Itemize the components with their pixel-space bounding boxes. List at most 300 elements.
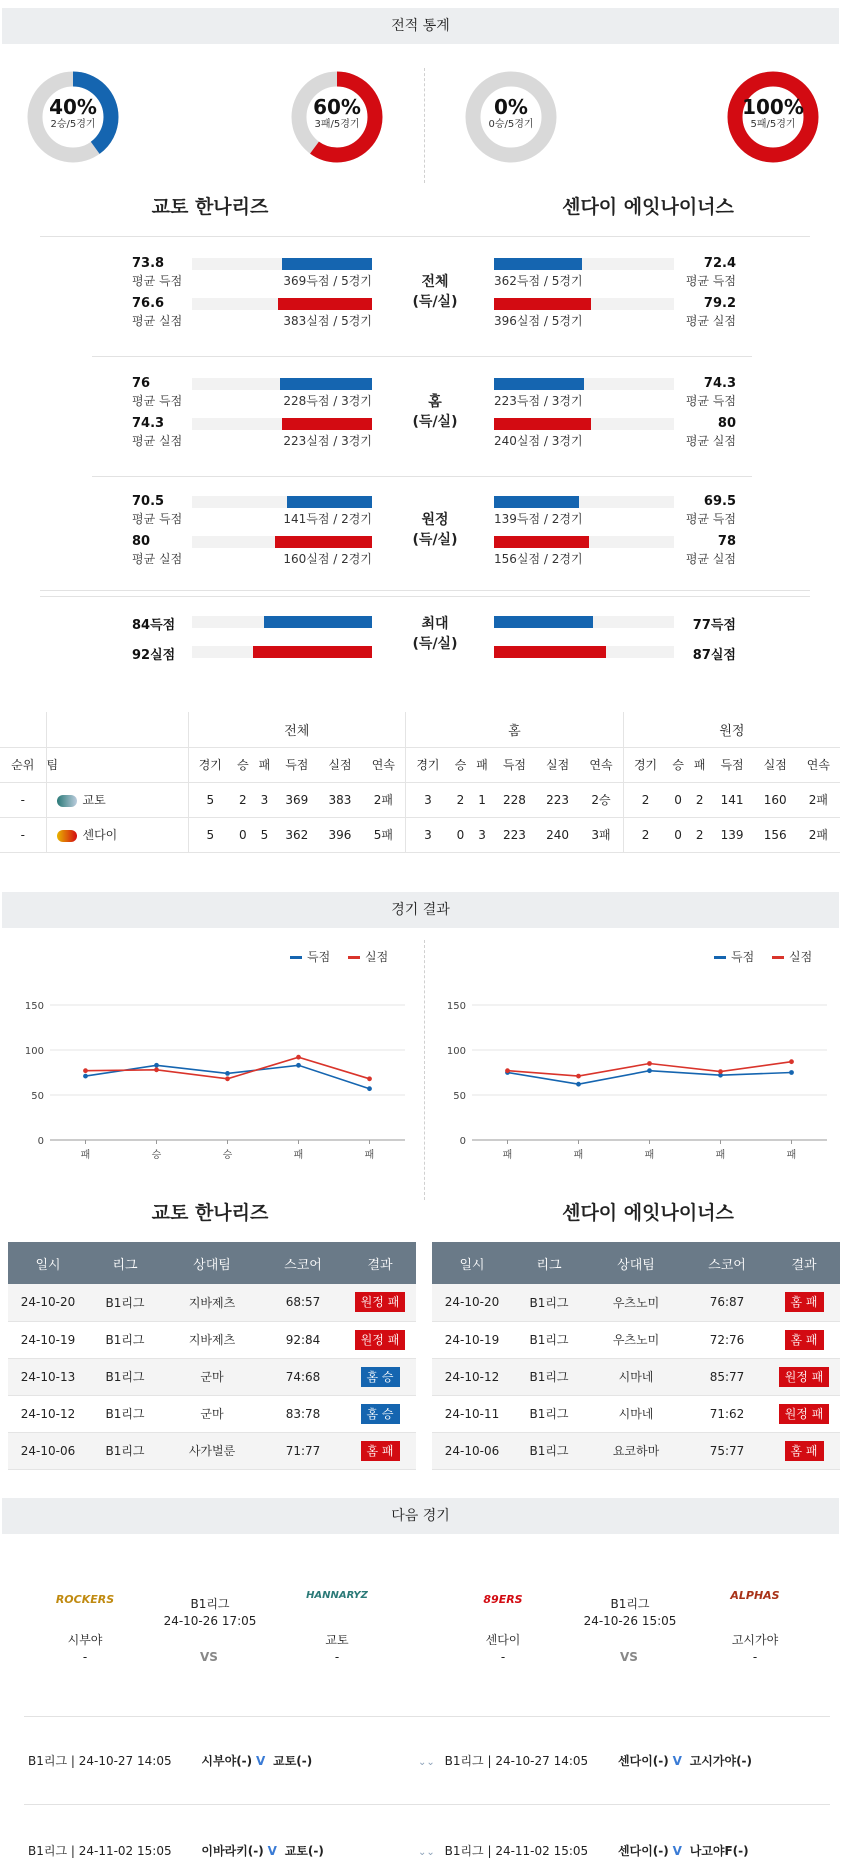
column-header: 상대팀 — [162, 1242, 262, 1284]
stat-cell: 2 — [623, 817, 667, 852]
upcoming-left-1[interactable] — [28, 1842, 324, 1860]
x-tick-label: 패 — [364, 1150, 375, 1161]
stat-cell: 0 — [450, 817, 472, 852]
bar-fill — [253, 646, 372, 658]
cell-league: B1리그 — [512, 1432, 586, 1469]
stat-value: 72.4 — [703, 256, 736, 271]
table-row — [0, 817, 840, 852]
stat-cell: 2패 — [362, 782, 406, 817]
data-point — [296, 1055, 301, 1060]
divider — [424, 940, 425, 1200]
section-header-results: 경기 결과 — [2, 892, 839, 928]
stat-label: 평균 득점 — [132, 394, 183, 408]
stat-value: 70.5 — [132, 494, 165, 509]
upcoming-opponent: 나고야F(-) — [689, 1844, 749, 1858]
stat-cell: 5 — [188, 782, 232, 817]
chart-legend-away — [714, 948, 812, 965]
column-header: 결과 — [768, 1242, 840, 1284]
divider — [92, 356, 752, 357]
stat-cell: 223 — [536, 782, 579, 817]
team-cell[interactable] — [46, 817, 188, 852]
cell-league: B1리그 — [88, 1432, 162, 1469]
stat-cell: 139 — [710, 817, 753, 852]
column-header: 연속 — [362, 747, 406, 782]
header-row — [8, 1242, 416, 1284]
standings-table — [0, 712, 840, 853]
cell-score: 85:77 — [686, 1358, 768, 1395]
cell-result — [768, 1358, 840, 1395]
donut-subtext: 2승/5경기 — [50, 119, 96, 130]
cell-date: 24-10-06 — [8, 1432, 88, 1469]
y-tick-label: 50 — [31, 1091, 44, 1102]
legend-label: 실점 — [365, 950, 389, 964]
bar-fill — [278, 298, 372, 310]
column-header: 실점 — [536, 747, 579, 782]
stat-detail: 156실점 / 2경기 — [494, 552, 583, 566]
line-chart-away — [442, 990, 842, 1180]
team-cell[interactable] — [46, 782, 188, 817]
table-row — [8, 1395, 416, 1432]
table-row — [8, 1358, 416, 1395]
next-left-home — [40, 1632, 130, 1666]
legend-swatch — [714, 956, 726, 959]
table-row — [432, 1395, 840, 1432]
table-row — [432, 1284, 840, 1321]
legend-swatch — [348, 956, 360, 959]
category-title: 원정 — [421, 512, 449, 528]
cell-result — [344, 1432, 416, 1469]
stat-label: 평균 실점 — [132, 314, 183, 328]
stat-cell: 362 — [275, 817, 318, 852]
bar-fill — [494, 496, 579, 508]
team-rank: - — [82, 1650, 88, 1664]
result-badge: 홈 승 — [361, 1367, 400, 1387]
category-subtitle: (득/실) — [412, 414, 458, 430]
away-team-name: 센다이 에잇나이너스 — [562, 196, 734, 218]
stat-label: 평균 실점 — [685, 552, 736, 566]
column-header: 팀 — [46, 747, 188, 782]
stat-value: 69.5 — [703, 494, 736, 509]
data-point — [576, 1082, 581, 1087]
stat-value: 79.2 — [703, 296, 736, 311]
result-badge: 원정 패 — [355, 1330, 406, 1350]
bar-fill — [264, 616, 372, 628]
donut-percent: 60% — [313, 95, 361, 119]
cell-opponent: 군마 — [162, 1358, 262, 1395]
donut-percent: 0% — [494, 95, 528, 119]
stat-label: 평균 실점 — [132, 552, 183, 566]
divider — [40, 590, 810, 591]
team-rank: - — [752, 1650, 758, 1664]
y-tick-label: 0 — [459, 1136, 466, 1147]
next-right-home — [458, 1632, 548, 1666]
donut-home-win — [26, 70, 120, 164]
cell-date: 24-10-06 — [432, 1432, 512, 1469]
x-tick-label: 패 — [644, 1150, 655, 1161]
stat-detail: 362득점 / 5경기 — [494, 274, 583, 288]
table-row — [8, 1321, 416, 1358]
89ers-logo-icon: 89ERS — [483, 1593, 523, 1606]
stat-detail: 160실점 / 2경기 — [283, 552, 372, 566]
comparison-category — [395, 510, 475, 550]
result-badge: 홈 패 — [785, 1441, 824, 1461]
column-header: 득점 — [275, 747, 318, 782]
x-tick-label: 패 — [786, 1150, 797, 1161]
stat-label: 평균 실점 — [132, 434, 183, 448]
team-rank: - — [500, 1650, 506, 1664]
cell-opponent: 사가벌룬 — [162, 1432, 262, 1469]
column-header: 순위 — [0, 747, 46, 782]
cell-result — [768, 1284, 840, 1321]
divider — [40, 236, 810, 237]
stat-cell: 3 — [406, 782, 450, 817]
cell-opponent: 지바제츠 — [162, 1321, 262, 1358]
section-header-next: 다음 경기 — [2, 1498, 839, 1534]
cell-result — [344, 1284, 416, 1321]
stat-cell: 141 — [710, 782, 753, 817]
bar-fill — [287, 496, 372, 508]
y-tick-label: 50 — [453, 1091, 466, 1102]
bar-fill — [275, 536, 372, 548]
league: B1리그 — [610, 1597, 650, 1611]
upcoming-team: 센다이(-) — [618, 1844, 669, 1858]
cell-league: B1리그 — [88, 1395, 162, 1432]
team-logo-icon — [57, 795, 77, 807]
legend-item-conceded — [772, 950, 812, 964]
result-badge: 원정 패 — [779, 1404, 830, 1424]
comparison-category — [395, 272, 475, 312]
team-logo-icon — [57, 830, 77, 842]
bar-fill — [494, 418, 591, 430]
y-tick-label: 100 — [446, 1046, 466, 1057]
bar-fill — [494, 298, 591, 310]
data-point — [225, 1076, 230, 1081]
cell-result — [344, 1321, 416, 1358]
cell-league: B1리그 — [512, 1395, 586, 1432]
cell-date: 24-10-12 — [432, 1358, 512, 1395]
column-header: 승 — [450, 747, 472, 782]
upcoming-right-0[interactable] — [418, 1752, 752, 1772]
stat-cell: 223 — [493, 817, 536, 852]
upcoming-opponent: 교토(-) — [273, 1754, 313, 1768]
donut-subtext: 5패/5경기 — [750, 119, 796, 130]
cell-date: 24-10-13 — [8, 1358, 88, 1395]
stat-cell: 2패 — [797, 782, 840, 817]
result-badge: 홈 패 — [361, 1441, 400, 1461]
upcoming-opponent: 교토(-) — [284, 1844, 324, 1858]
cell-score: 72:76 — [686, 1321, 768, 1358]
stat-cell: 2 — [689, 817, 711, 852]
column-header: 리그 — [512, 1242, 586, 1284]
stat-cell: 0 — [667, 817, 689, 852]
upcoming-info: B1리그 | 24-10-27 14:05 — [28, 1754, 172, 1768]
team-name: 시부야 — [67, 1633, 103, 1647]
donut-away-win — [464, 70, 558, 164]
group-header-away: 원정 — [623, 712, 840, 747]
result-badge: 홈 패 — [785, 1330, 824, 1350]
results-away-team-name: 센다이 에잇나이너스 — [562, 1202, 734, 1224]
bar-fill — [282, 258, 372, 270]
column-header: 경기 — [188, 747, 232, 782]
stat-cell: 3패 — [579, 817, 623, 852]
x-tick-label: 패 — [715, 1150, 726, 1161]
column-header: 패 — [689, 747, 711, 782]
stat-cell: 5 — [254, 817, 276, 852]
cell-result — [344, 1395, 416, 1432]
legend-label: 득점 — [731, 950, 755, 964]
team-name: 센다이 — [82, 828, 118, 842]
stat-cell: 2 — [689, 782, 711, 817]
table-row — [8, 1284, 416, 1321]
stat-label: 평균 득점 — [132, 512, 183, 526]
y-tick-label: 150 — [446, 1001, 466, 1012]
cell-league: B1리그 — [88, 1358, 162, 1395]
results-table-home — [8, 1242, 416, 1470]
cell-score: 76:87 — [686, 1284, 768, 1321]
data-point — [718, 1069, 723, 1074]
x-tick-label: 승 — [222, 1150, 233, 1161]
x-tick-label: 패 — [80, 1150, 91, 1161]
rank-cell: - — [0, 782, 46, 817]
cell-date: 24-10-20 — [432, 1284, 512, 1321]
legend-item-conceded — [348, 950, 388, 964]
donut-home-loss — [290, 70, 384, 164]
result-badge: 원정 패 — [355, 1292, 406, 1312]
column-header: 연속 — [797, 747, 840, 782]
chevron-down-icon: ⌄⌄ — [418, 1757, 435, 1768]
cell-result — [768, 1432, 840, 1469]
result-badge: 홈 패 — [785, 1292, 824, 1312]
upcoming-info: B1리그 | 24-10-27 14:05 — [444, 1754, 589, 1768]
cell-score: 71:62 — [686, 1395, 768, 1432]
bar-fill — [494, 616, 593, 628]
donut-percent: 40% — [49, 95, 97, 119]
next-left-away — [292, 1632, 382, 1666]
cell-league: B1리그 — [512, 1321, 586, 1358]
legend-swatch — [772, 956, 784, 959]
donut-subtext: 3패/5경기 — [314, 119, 360, 130]
legend-item-scored — [290, 950, 330, 964]
x-tick-label: 패 — [573, 1150, 584, 1161]
x-tick-label: 패 — [293, 1150, 304, 1161]
table-row — [0, 782, 840, 817]
results-home-team-name: 교토 한나리즈 — [151, 1202, 269, 1224]
column-header: 스코어 — [686, 1242, 768, 1284]
upcoming-info: B1리그 | 24-11-02 15:05 — [444, 1844, 589, 1858]
column-header: 일시 — [8, 1242, 88, 1284]
next-right-match-info — [580, 1596, 680, 1630]
stat-cell: 156 — [754, 817, 797, 852]
column-header: 경기 — [406, 747, 450, 782]
data-point — [505, 1068, 510, 1073]
donut-subtext: 0승/5경기 — [488, 119, 534, 130]
x-tick-label: 패 — [502, 1150, 513, 1161]
upcoming-left-0[interactable] — [28, 1752, 312, 1770]
cell-opponent: 지바제츠 — [162, 1284, 262, 1321]
donut-percent: 100% — [742, 95, 804, 119]
bar-fill — [494, 536, 589, 548]
stat-label: 평균 득점 — [685, 512, 736, 526]
stat-value: 76.6 — [132, 296, 165, 311]
stat-value: 80 — [717, 416, 736, 431]
upcoming-team: 시부야(-) — [201, 1754, 253, 1768]
stat-cell: 228 — [493, 782, 536, 817]
donut-away-loss — [726, 70, 820, 164]
stat-detail: 240실점 / 3경기 — [494, 434, 583, 448]
hannaryz-logo-icon: HANNARYZ — [306, 1590, 368, 1601]
alphas-logo-icon: ALPHAS — [730, 1589, 780, 1602]
upcoming-vs: V — [672, 1844, 682, 1858]
category-title: 홈 — [428, 394, 442, 410]
stat-cell: 3 — [471, 817, 493, 852]
cell-league: B1리그 — [512, 1284, 586, 1321]
stat-value: 92실점 — [132, 648, 176, 663]
rockers-logo-icon: ROCKERS — [55, 1593, 115, 1606]
column-header: 경기 — [623, 747, 667, 782]
table-row — [432, 1432, 840, 1469]
bar-fill — [494, 378, 584, 390]
team-rank: - — [334, 1650, 340, 1664]
bar-fill — [494, 258, 582, 270]
cell-result — [768, 1395, 840, 1432]
stat-detail: 369득점 / 5경기 — [283, 274, 372, 288]
divider — [92, 476, 752, 477]
category-subtitle: (득/실) — [412, 294, 458, 310]
upcoming-opponent: 고시가야(-) — [689, 1754, 753, 1768]
chevron-down-icon: ⌄⌄ — [418, 1847, 435, 1858]
data-point — [576, 1074, 581, 1079]
legend-swatch — [290, 956, 302, 959]
divider — [40, 596, 810, 597]
column-header: 실점 — [318, 747, 361, 782]
stat-cell: 240 — [536, 817, 579, 852]
data-point — [367, 1076, 372, 1081]
stat-cell: 1 — [471, 782, 493, 817]
stat-cell: 160 — [754, 782, 797, 817]
cell-opponent: 우츠노미 — [586, 1321, 686, 1358]
column-header: 득점 — [710, 747, 753, 782]
next-right-away — [710, 1632, 800, 1666]
next-left-match-info — [160, 1596, 260, 1630]
category-title: 최대 — [421, 616, 449, 632]
column-header: 패 — [254, 747, 276, 782]
category-subtitle: (득/실) — [412, 636, 458, 652]
team-name: 교토 — [325, 1633, 349, 1647]
cell-date: 24-10-11 — [432, 1395, 512, 1432]
stat-cell: 2 — [623, 782, 667, 817]
table-row — [8, 1432, 416, 1469]
datetime: 24-10-26 17:05 — [163, 1614, 257, 1628]
stat-label: 평균 득점 — [132, 274, 183, 288]
data-point — [83, 1068, 88, 1073]
legend-label: 득점 — [307, 950, 331, 964]
comparison-category — [395, 614, 475, 654]
cell-score: 83:78 — [262, 1395, 344, 1432]
legend-label: 실점 — [789, 950, 813, 964]
data-point — [154, 1063, 159, 1068]
team-name: 센다이 — [485, 1633, 521, 1647]
stat-cell: 2패 — [797, 817, 840, 852]
stat-cell: 5패 — [362, 817, 406, 852]
data-point — [225, 1071, 230, 1076]
cell-result — [768, 1321, 840, 1358]
stat-cell: 2 — [450, 782, 472, 817]
cell-score: 71:77 — [262, 1432, 344, 1469]
home-team-name: 교토 한나리즈 — [151, 196, 269, 218]
stat-label: 평균 실점 — [685, 314, 736, 328]
comparison-category — [395, 392, 475, 432]
stat-value: 80 — [132, 534, 151, 549]
data-point — [789, 1059, 794, 1064]
stat-value: 74.3 — [132, 416, 165, 431]
stat-detail: 223득점 / 3경기 — [494, 394, 583, 408]
results-table-away — [432, 1242, 840, 1470]
vs-label: VS — [620, 1650, 638, 1664]
stat-detail: 223실점 / 3경기 — [283, 434, 372, 448]
league: B1리그 — [190, 1597, 230, 1611]
column-header: 승 — [667, 747, 689, 782]
x-tick-label: 승 — [151, 1150, 162, 1161]
vs-label: VS — [200, 1650, 218, 1664]
group-header-home: 홈 — [406, 712, 624, 747]
result-badge: 홈 승 — [361, 1404, 400, 1424]
header-row — [432, 1242, 840, 1284]
cell-date: 24-10-12 — [8, 1395, 88, 1432]
stat-cell: 3 — [406, 817, 450, 852]
data-point — [296, 1063, 301, 1068]
stat-detail: 139득점 / 2경기 — [494, 512, 583, 526]
cell-opponent: 우츠노미 — [586, 1284, 686, 1321]
stat-cell: 396 — [318, 817, 361, 852]
bar-fill — [282, 418, 372, 430]
stat-cell: 369 — [275, 782, 318, 817]
upcoming-team: 센다이(-) — [618, 1754, 669, 1768]
stat-cell: 2승 — [579, 782, 623, 817]
cell-opponent: 요코하마 — [586, 1432, 686, 1469]
column-header: 상대팀 — [586, 1242, 686, 1284]
column-header: 결과 — [344, 1242, 416, 1284]
y-tick-label: 0 — [37, 1136, 44, 1147]
column-header: 패 — [471, 747, 493, 782]
cell-opponent: 시마네 — [586, 1358, 686, 1395]
team-name: 고시가야 — [731, 1633, 779, 1647]
cell-result — [344, 1358, 416, 1395]
category-subtitle: (득/실) — [412, 532, 458, 548]
cell-score: 92:84 — [262, 1321, 344, 1358]
y-tick-label: 100 — [24, 1046, 44, 1057]
stat-label: 평균 실점 — [685, 434, 736, 448]
datetime: 24-10-26 15:05 — [583, 1614, 677, 1628]
stat-value: 78 — [717, 534, 736, 549]
column-header: 승 — [232, 747, 254, 782]
cell-league: B1리그 — [88, 1284, 162, 1321]
column-header: 일시 — [432, 1242, 512, 1284]
bar-fill — [494, 646, 606, 658]
column-header: 득점 — [493, 747, 536, 782]
divider — [24, 1716, 830, 1717]
bar-fill — [280, 378, 372, 390]
team-name: 교토 — [82, 793, 106, 807]
data-point — [789, 1070, 794, 1075]
category-title: 전체 — [421, 274, 449, 290]
upcoming-right-1[interactable] — [418, 1842, 749, 1862]
chart-legend-home — [290, 948, 388, 965]
upcoming-info: B1리그 | 24-11-02 15:05 — [28, 1844, 172, 1858]
column-header: 리그 — [88, 1242, 162, 1284]
stat-detail: 141득점 / 2경기 — [283, 512, 372, 526]
stat-cell: 2 — [232, 782, 254, 817]
stat-label: 평균 득점 — [685, 394, 736, 408]
